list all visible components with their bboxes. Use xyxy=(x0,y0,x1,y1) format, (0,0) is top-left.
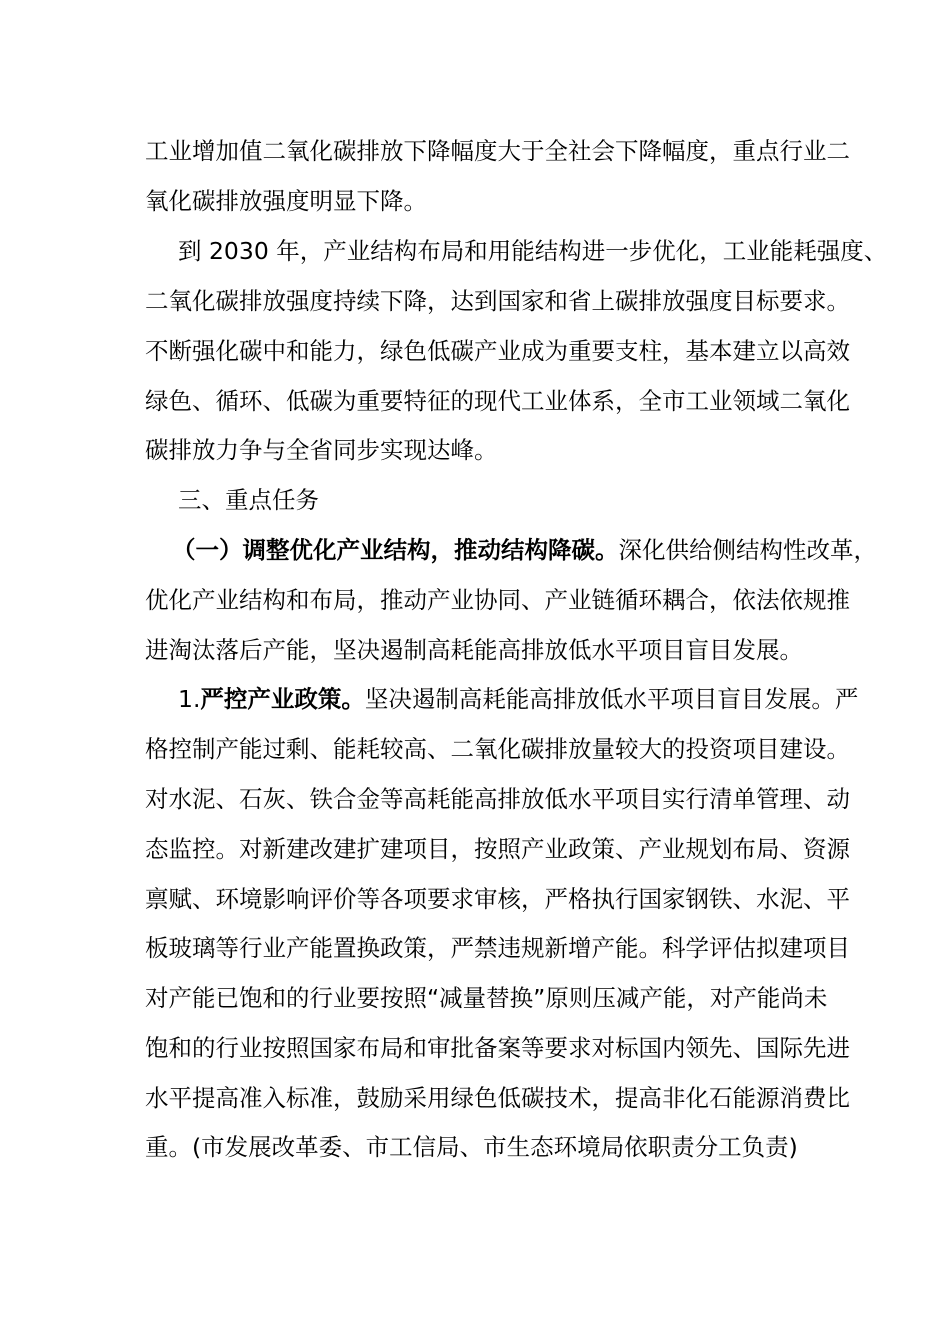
paragraph-line: 重。(市发展改革委、市工信局、市生态环境局依职责分工负责) xyxy=(145,1133,798,1161)
item-text: 坚决遏制高耗能高排放低水平项目盲目发展。严 xyxy=(364,685,859,713)
paragraph-line: 水平提高准入标准，鼓励采用绿色低碳技术，提高非化石能源消费比 xyxy=(145,1084,850,1112)
paragraph-line: 饱和的行业按照国家布局和审批备案等要求对标国内领先、国际先进 xyxy=(145,1034,850,1062)
paragraph-line: 进淘汰落后产能，坚决遏制高耗能高排放低水平项目盲目发展。 xyxy=(145,636,803,664)
paragraph-line: 态监控。对新建改建扩建项目，按照产业政策、产业规划布局、资源 xyxy=(145,835,850,863)
paragraph-line: 碳排放力争与全省同步实现达峰。 xyxy=(145,436,498,464)
subsection-heading: （一）调整优化产业结构，推动结构降碳。 xyxy=(172,536,619,564)
section-heading: 三、重点任务 xyxy=(178,486,319,514)
paragraph-line: 禀赋、环境影响评价等各项要求审核，严格执行国家钢铁、水泥、平 xyxy=(145,885,850,913)
paragraph-line: 工业增加值二氧化碳排放下降幅度大于全社会下降幅度，重点行业二 xyxy=(145,137,850,165)
paragraph-line: 对水泥、石灰、铁合金等高耗能高排放低水平项目实行清单管理、动 xyxy=(145,785,850,813)
paragraph-line: 格控制产能过剩、能耗较高、二氧化碳排放量较大的投资项目建设。 xyxy=(145,735,850,763)
paragraph-line: 绿色、循环、低碳为重要特征的现代工业体系，全市工业领域二氧化 xyxy=(145,387,850,415)
paragraph-line: 氧化碳排放强度明显下降。 xyxy=(145,187,427,215)
paragraph-line: 不断强化碳中和能力，绿色低碳产业成为重要支柱，基本建立以高效 xyxy=(145,337,850,365)
subsection-text: 深化供给侧结构性改革， xyxy=(618,536,877,564)
paragraph-line: 到 2030 年，产业结构布局和用能结构进一步优化，工业能耗强度、 xyxy=(178,237,888,265)
item-number: 1. xyxy=(178,685,201,713)
paragraph-line: 优化产业结构和布局，推动产业协同、产业链循环耦合，依法依规推 xyxy=(145,586,850,614)
item-heading: 严控产业政策。 xyxy=(200,685,365,713)
paragraph-line: 对产能已饱和的行业要按照“减量替换”原则压减产能，对产能尚未 xyxy=(145,984,828,1012)
subsection-line xyxy=(172,535,877,565)
paragraph-line: 板玻璃等行业产能置换政策，严禁违规新增产能。科学评估拟建项目 xyxy=(145,934,850,962)
paragraph-line: 二氧化碳排放强度持续下降，达到国家和省上碳排放强度目标要求。 xyxy=(145,287,850,315)
item-line xyxy=(178,684,858,714)
